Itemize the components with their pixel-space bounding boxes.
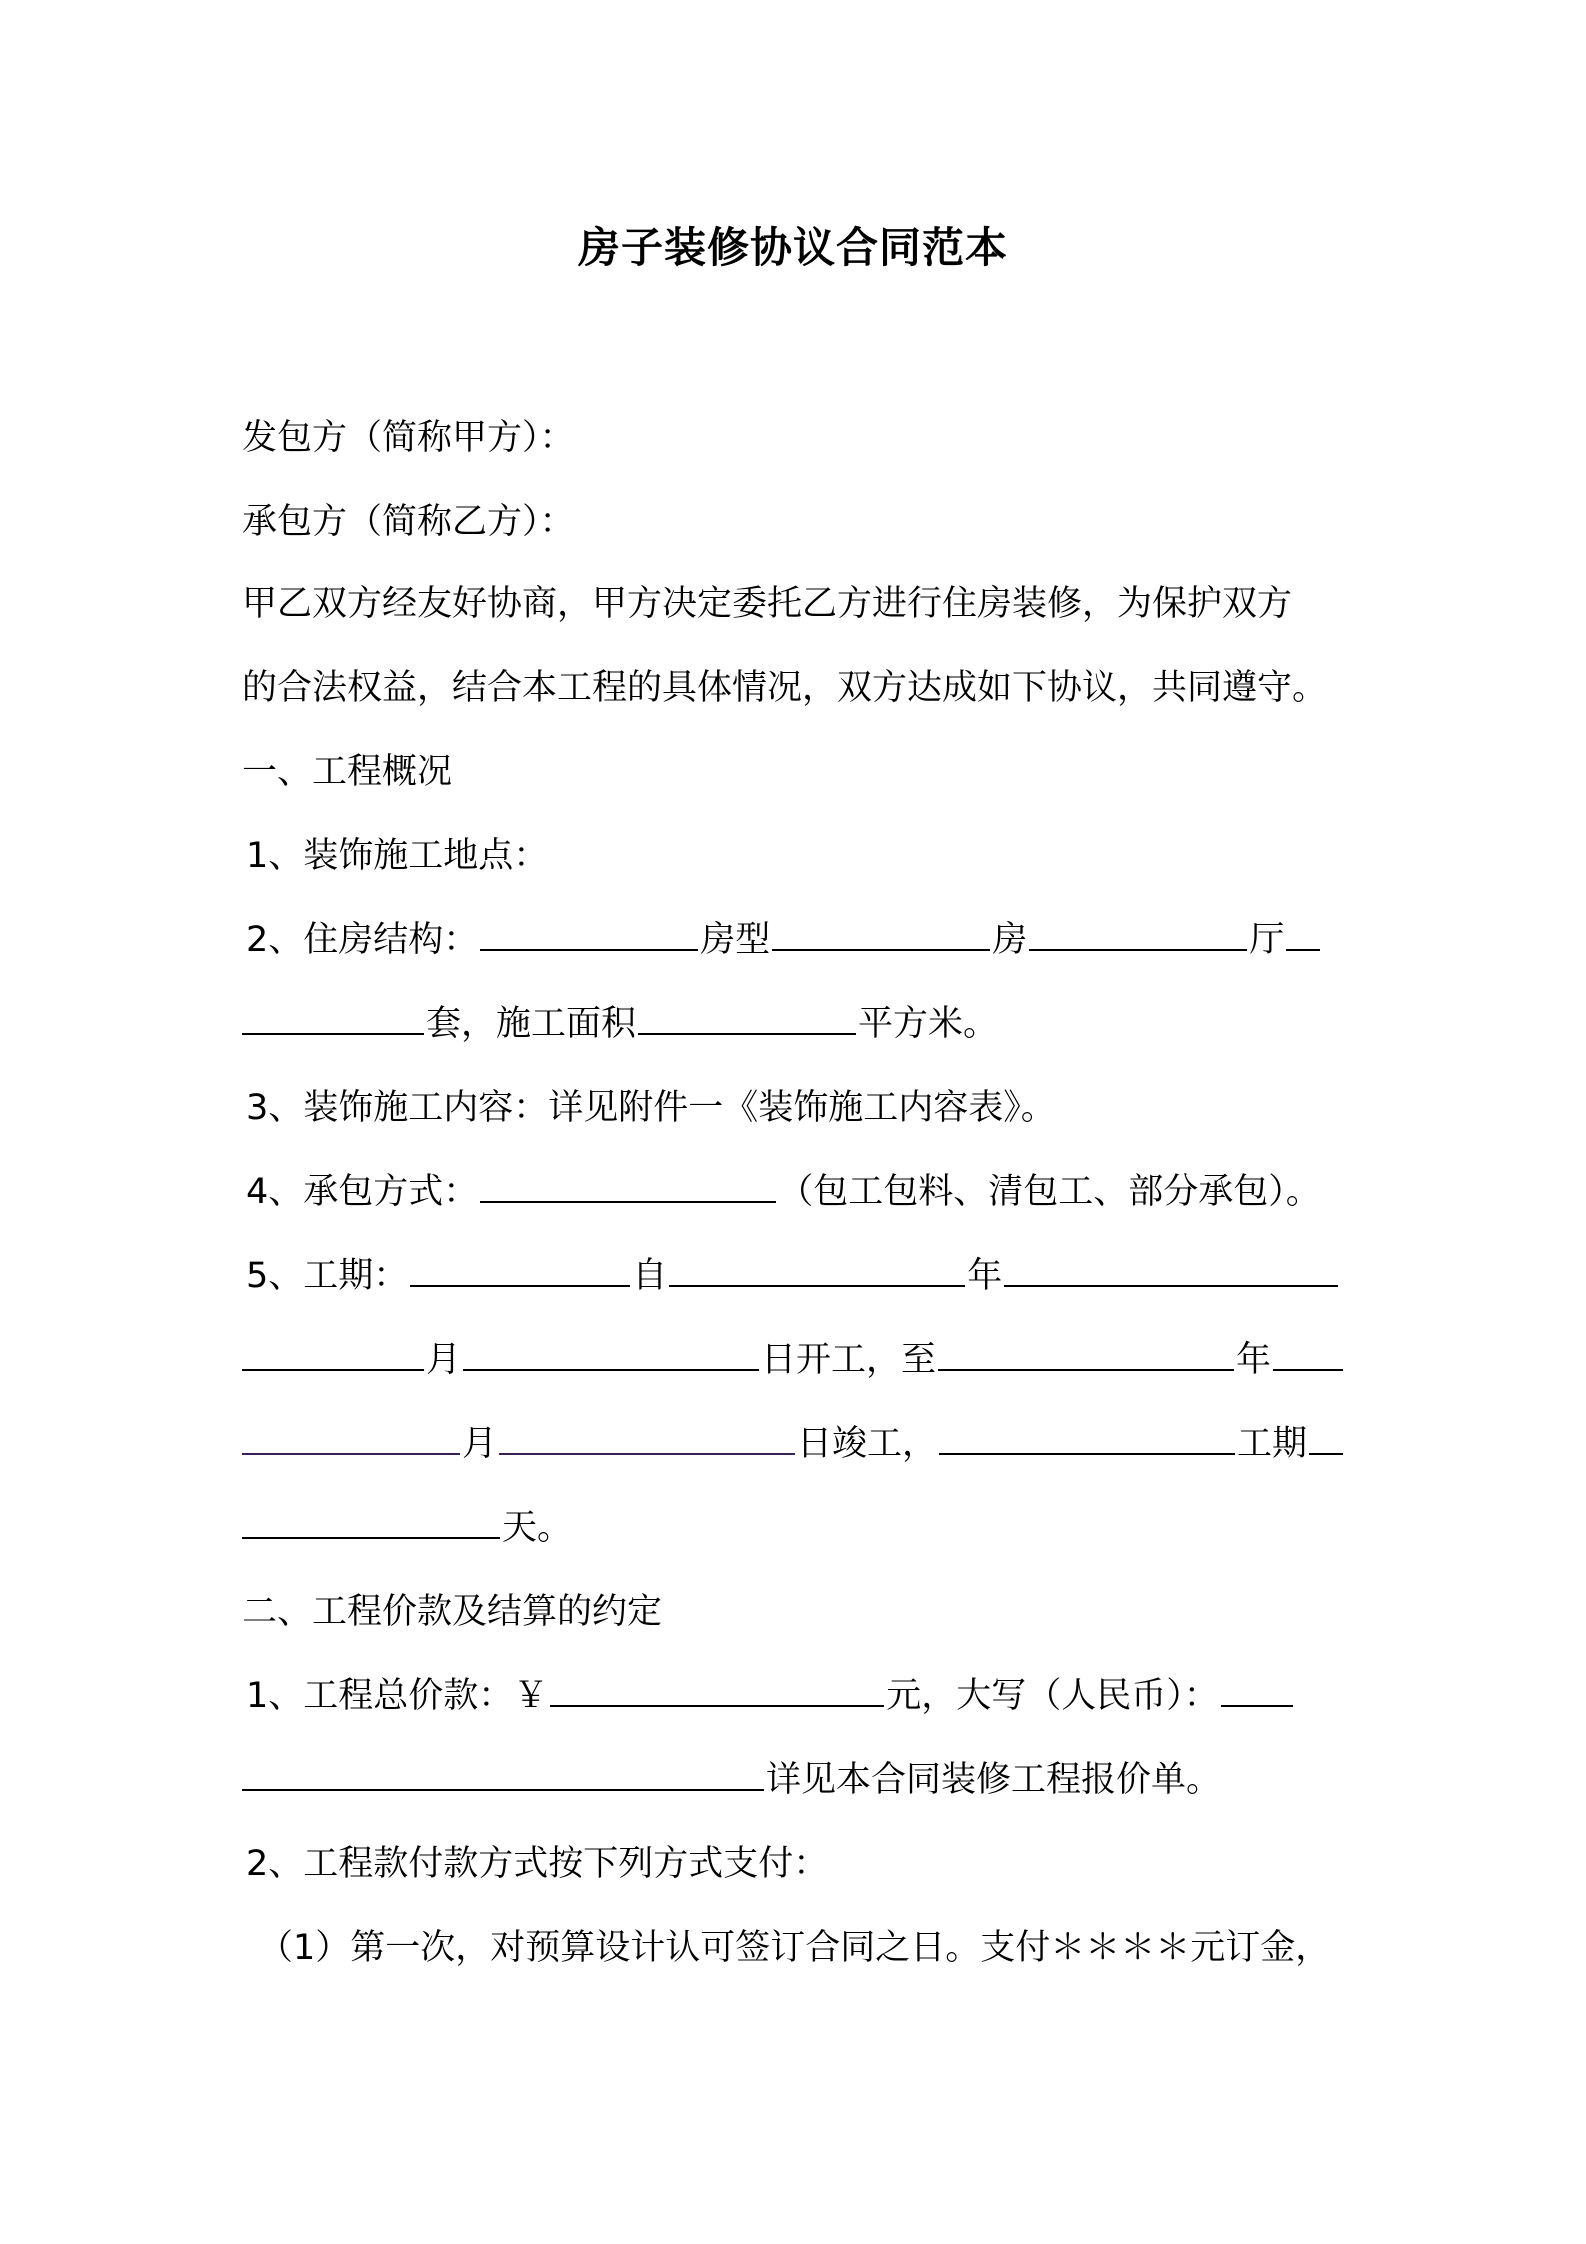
item-1-5-line-2 <box>242 1336 1372 1384</box>
blank-field[interactable] <box>463 1339 759 1371</box>
item-1-2-fang: 房 <box>992 920 1028 960</box>
intro-line-2: 的合法权益，结合本工程的具体情况，双方达成如下协议，共同遵守。 <box>242 668 1328 708</box>
blank-field[interactable] <box>1029 919 1247 951</box>
item-1-3: 3、装饰施工内容：详见附件一《装饰施工内容表》。 <box>246 1088 1056 1128</box>
item-1-5-label: 5、工期： <box>246 1256 409 1296</box>
item-2-1-line-2 <box>242 1756 1372 1804</box>
item-1-5-line-1 <box>246 1252 1376 1300</box>
item-1-2-line-1 <box>246 916 1376 964</box>
item-2-1-label: 1、工程总价款：￥ <box>246 1676 549 1716</box>
blank-field[interactable] <box>1221 1675 1293 1707</box>
blank-field[interactable] <box>938 1339 1234 1371</box>
document-title: 房子装修协议合同范本 <box>577 223 1008 272</box>
section-2-heading: 二、工程价款及结算的约定 <box>242 1592 663 1632</box>
item-1-5-nian2: 年 <box>1236 1340 1272 1380</box>
blank-field[interactable] <box>939 1423 1235 1455</box>
item-1-5-yue: 月 <box>426 1340 462 1380</box>
item-2-1-line-1 <box>246 1672 1376 1720</box>
intro-line-1: 甲乙双方经友好协商，甲方决定委托乙方进行住房装修，为保护双方 <box>242 584 1293 624</box>
blank-field[interactable] <box>480 1171 776 1203</box>
item-1-5-tian: 天。 <box>502 1508 573 1548</box>
item-1-2-line-2 <box>242 1000 1372 1048</box>
blank-field[interactable] <box>410 1255 630 1287</box>
blank-field[interactable] <box>1286 919 1320 951</box>
blank-field[interactable] <box>499 1423 795 1455</box>
item-1-2-tao: 套，施工面积 <box>426 1004 637 1044</box>
item-1-4-label: 4、承包方式： <box>246 1172 479 1212</box>
item-1-5-line-3 <box>242 1420 1372 1468</box>
blank-field[interactable] <box>242 1339 424 1371</box>
blank-field[interactable] <box>550 1675 884 1707</box>
item-1-1: 1、装饰施工地点： <box>246 836 549 876</box>
item-1-4-tail: （包工包料、清包工、部分承包）。 <box>778 1172 1321 1212</box>
blank-field[interactable] <box>772 919 990 951</box>
item-1-5-line-4 <box>242 1504 1372 1552</box>
item-1-2-fangxing: 房型 <box>700 920 771 960</box>
section-1-heading: 一、工程概况 <box>242 752 453 792</box>
item-2-1-tail: 详见本合同装修工程报价单。 <box>766 1760 1222 1800</box>
item-1-5-end: 日竣工， <box>797 1424 938 1464</box>
blank-field[interactable] <box>242 1423 460 1455</box>
item-1-4 <box>246 1168 1376 1216</box>
item-1-5-yue2: 月 <box>462 1424 498 1464</box>
blank-field[interactable] <box>480 919 698 951</box>
blank-field[interactable] <box>1273 1339 1343 1371</box>
item-1-2-pingfangmi: 平方米。 <box>858 1004 999 1044</box>
blank-field[interactable] <box>242 1759 764 1791</box>
item-2-2-1: （1）第一次，对预算设计认可签订合同之日。支付＊＊＊＊元订金， <box>258 1928 1331 1968</box>
item-2-2: 2、工程款付款方式按下列方式支付： <box>246 1844 829 1884</box>
item-1-5-start: 日开工，至 <box>761 1340 937 1380</box>
item-1-5-nian: 年 <box>967 1256 1003 1296</box>
blank-field[interactable] <box>669 1255 965 1287</box>
party-b-line: 承包方（简称乙方）： <box>242 502 575 542</box>
item-1-2-label: 2、住房结构： <box>246 920 479 960</box>
blank-field[interactable] <box>638 1003 856 1035</box>
blank-field[interactable] <box>242 1507 500 1539</box>
blank-field[interactable] <box>1004 1255 1338 1287</box>
blank-field[interactable] <box>1309 1423 1343 1455</box>
item-1-5-zi: 自 <box>632 1256 668 1296</box>
party-a-line: 发包方（简称甲方）： <box>242 418 575 458</box>
blank-field[interactable] <box>242 1003 424 1035</box>
item-2-1-yuan: 元，大写（人民币）： <box>886 1676 1219 1716</box>
item-1-2-ting: 厅 <box>1249 920 1285 960</box>
item-1-5-gongqi: 工期 <box>1237 1424 1308 1464</box>
